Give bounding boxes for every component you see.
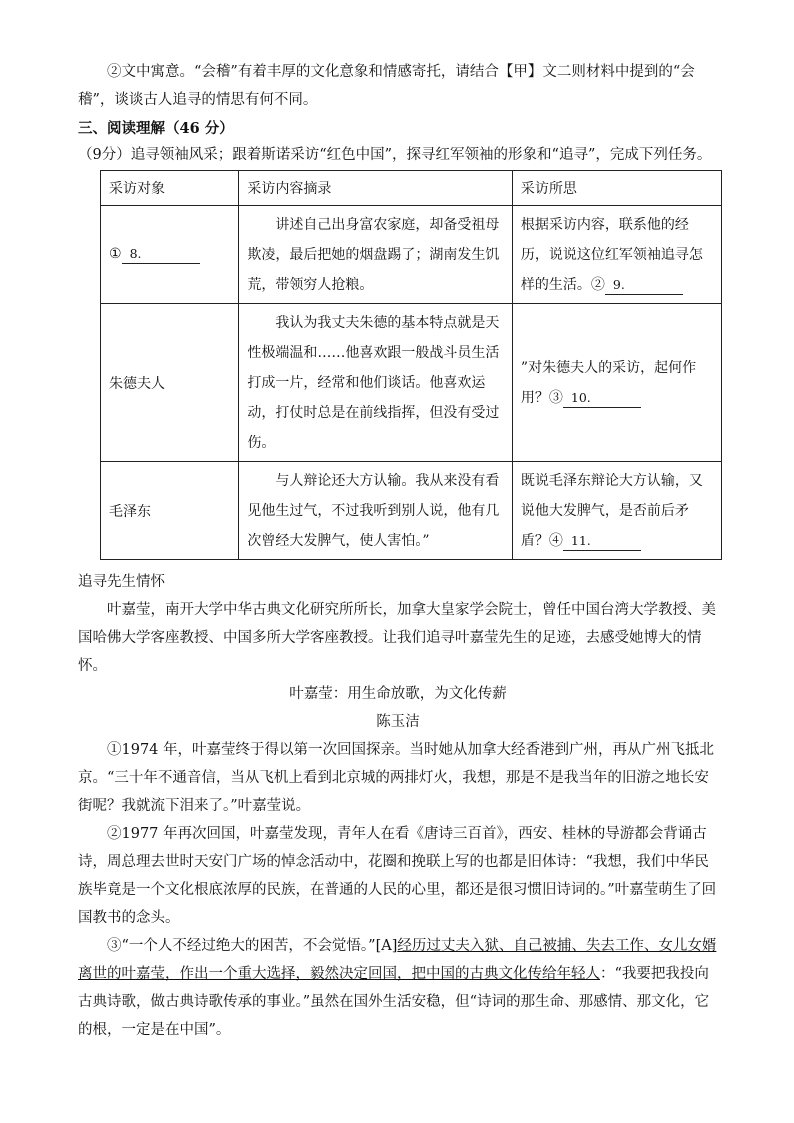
table-cell-content: 与人辩论还大方认输。我从来没有看见他生过气，不过我听到别人说，他有几次曾经大发脾气，使人害怕。” <box>239 462 513 560</box>
answer-blank-10[interactable]: 10. <box>563 389 641 408</box>
table-cell-content: 我认为我丈夫朱德的基本特点就是天性极端温和……他喜欢跟一般战斗员生活打成一片，经常和他们谈话。他喜欢运动，打仗时总是在前线指挥，但没有受过伤。 <box>239 304 513 462</box>
task-intro: （9分）追寻领袖风采；跟着斯诺采访“红色中国”，探寻红军领袖的形象和“追寻”，完成下列任务。 <box>78 147 712 163</box>
article-intro: 叶嘉莹，南开大学中华古典文化研究所所长，加拿大皇家学会院士，曾任中国台湾大学教授、美国哈佛大学客座教授、中国多所大学客座教授。让我们追寻叶嘉莹先生的足迹，去感受她博大的情怀。 <box>78 602 716 674</box>
thought-text: ”对朱德夫人的采访，起何作用？ <box>520 359 697 406</box>
article-paragraph-3 <box>78 932 718 1044</box>
sentence-marker-a: [A] <box>375 938 398 954</box>
blank-marker: ① <box>109 246 122 262</box>
blank-marker: ② <box>590 276 605 293</box>
answer-blank-11[interactable]: 11. <box>563 532 641 551</box>
table-cell-thought <box>512 304 721 462</box>
table-header-row <box>101 171 722 206</box>
blank-marker: ③ <box>548 389 563 406</box>
thought-text: 根据采访内容，联系他的经历，说说这位红军领袖追寻怎样的生活。 <box>520 216 703 293</box>
exam-page <box>78 58 718 1044</box>
table-header-subject: 采访对象 <box>101 171 239 206</box>
paragraph-3-lead: ③“一个人不经过绝大的困苦，不会觉悟。” <box>107 938 376 954</box>
blank-marker: ④ <box>548 532 563 549</box>
table-cell-thought <box>512 462 721 560</box>
table-cell-content: 讲述自己出身富农家庭，却备受祖母欺凌，最后把她的烟盘踢了；湖南发生饥荒，带领穷人抢粮。 <box>239 206 513 304</box>
table-cell-subject: 朱德夫人 <box>101 304 239 462</box>
question-2-text: 文中寓意。“会稽”有着丰厚的文化意象和情感寄托，请结合【甲】文二则材料中提到的“会稽”，谈谈古人追寻的情思有何不同。 <box>78 64 695 108</box>
table-cell-thought <box>512 206 721 304</box>
table-row <box>101 206 722 304</box>
article-paragraph-2: ②1977 年再次回国，叶嘉莹发现，青年人在看《唐诗三百首》，西安、桂林的导游都会背诵古诗，周总理去世时天安门广场的悼念活动中，花圈和挽联上写的也都是旧体诗：“我想，我们中华民族毕竟是一个文化根底浓厚的民族，在普通的人民的心里，都还是很习惯旧诗词的。”叶嘉莹萌生了回国教书的念头。 <box>78 826 717 926</box>
article-section-title: 追寻先生情怀 <box>78 574 165 590</box>
table-row <box>101 304 722 462</box>
table-row <box>101 462 722 560</box>
interview-table <box>100 170 722 560</box>
thought-text: 既说毛泽东辩论大方认输，又说他大发脾气，是否前后矛盾？ <box>520 472 703 549</box>
question-2-marker: ② <box>107 64 122 80</box>
paragraph-3-rest: ：“我要把我投向古典诗歌，做古典诗歌传承的事业。”虽然在国外生活安稳，但“诗词的那生命、那感情、那文化，它的根，一定是在中国”。 <box>78 966 710 1038</box>
article-author: 陈玉洁 <box>376 714 420 730</box>
table-header-thought: 采访所思 <box>512 171 721 206</box>
answer-blank-8[interactable]: 8. <box>122 245 200 264</box>
question-2 <box>78 58 718 114</box>
section-3-title: 三、阅读理解（46 分） <box>78 120 234 137</box>
table-cell-subject: 毛泽东 <box>101 462 239 560</box>
article-title: 叶嘉莹：用生命放歌，为文化传薪 <box>289 686 507 702</box>
article-paragraph-1: ①1974 年，叶嘉莹终于得以第一次回国探亲。当时她从加拿大经香港到广州，再从广州飞抵北京。“三十年不通音信，当从飞机上看到北京城的两排灯火，我想，那是不是我当年的旧游之地长安街呢？我就流下泪来了。”叶嘉莹说。 <box>78 742 715 814</box>
table-cell-subject <box>101 206 239 304</box>
underlined-sentence-a: 经历过丈夫入狱、自己被捕、失去工作、女儿女婿离世的叶嘉莹，作出一个重大选择，毅然决定回国，把中国的古典文化传给年轻人 <box>78 938 717 982</box>
answer-blank-9[interactable]: 9. <box>605 276 683 295</box>
table-header-content: 采访内容摘录 <box>239 171 513 206</box>
